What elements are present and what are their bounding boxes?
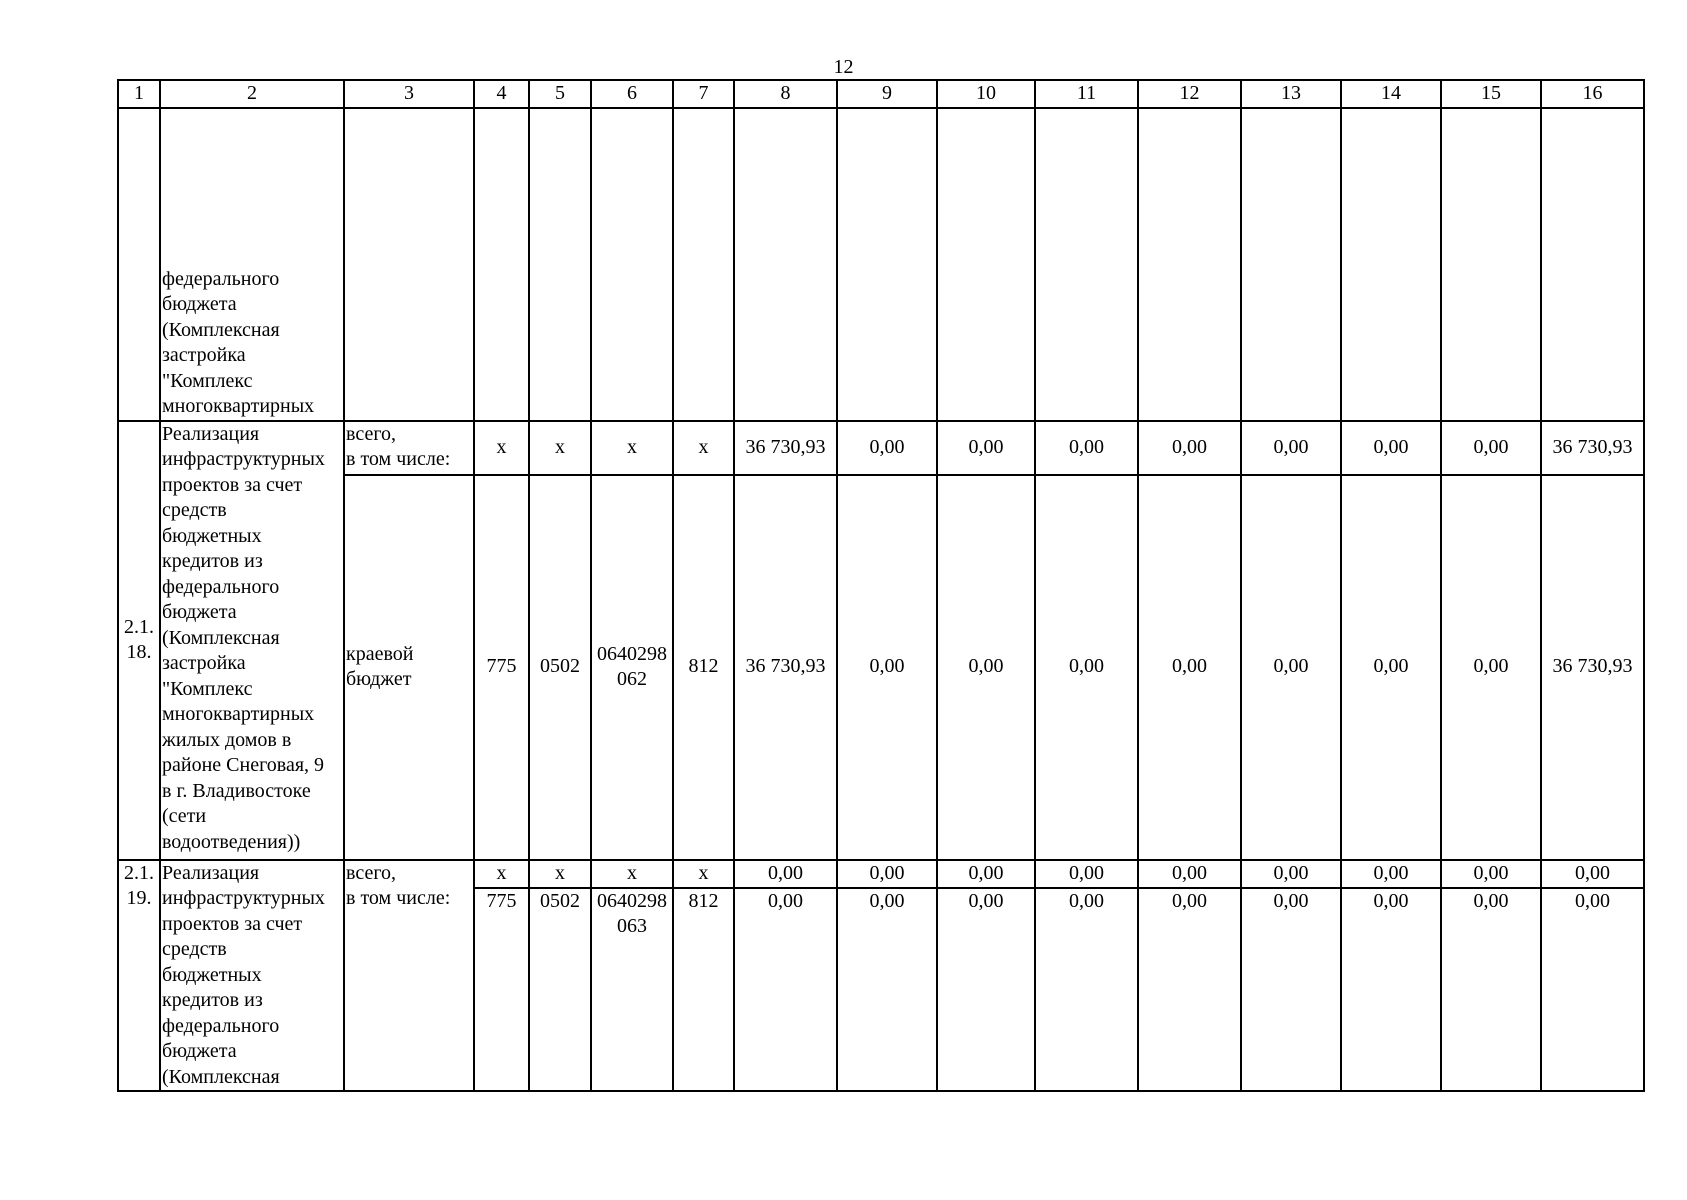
value-cell: 0,00 <box>1541 860 1644 888</box>
column-number: 12 <box>1138 80 1241 108</box>
cell-gr: 775 <box>474 888 529 1091</box>
funding-source-label: всего, в том числе: <box>344 421 474 475</box>
column-number: 1 <box>118 80 160 108</box>
cell-section: x <box>529 421 591 475</box>
value-cell: 0,00 <box>1441 888 1541 1091</box>
column-number: 6 <box>591 80 673 108</box>
value-cell: 0,00 <box>1138 860 1241 888</box>
row-number: 2.1. 19. <box>118 860 160 1092</box>
cell-gr: x <box>474 421 529 475</box>
column-number: 9 <box>837 80 937 108</box>
value-cell: 0,00 <box>1035 475 1138 860</box>
value-cell: 0,00 <box>937 421 1035 475</box>
value-cell: 0,00 <box>937 860 1035 888</box>
budget-table <box>117 79 1645 1092</box>
value-cell: 36 730,93 <box>734 421 837 475</box>
table-row <box>118 860 1644 888</box>
column-number: 15 <box>1441 80 1541 108</box>
value-cell: 0,00 <box>837 888 937 1091</box>
row-description: Реализация инфраструктурных проектов за счет средств бюджетных кредитов из федерального бюджета (Комплексная <box>160 860 344 1092</box>
value-cell: 0,00 <box>937 888 1035 1091</box>
cell-gr: x <box>474 860 529 888</box>
cell-gr: 775 <box>474 475 529 860</box>
value-cell: 0,00 <box>837 475 937 860</box>
value-cell: 0,00 <box>1241 860 1341 888</box>
value-cell: 0,00 <box>1341 421 1441 475</box>
column-number: 8 <box>734 80 837 108</box>
cell-target: x <box>591 860 673 888</box>
cell-target: 0640298 063 <box>591 888 673 1091</box>
value-cell: 0,00 <box>1035 860 1138 888</box>
column-number: 4 <box>474 80 529 108</box>
row-description: Реализация инфраструктурных проектов за счет средств бюджетных кредитов из федерального бюджета (Комплексная застройка "Комплекс многоквартирных жилых домов в районе Снеговая, 9 в г. Владивостоке (сети водоотведения)) <box>160 421 344 860</box>
cell-target: x <box>591 421 673 475</box>
cell-section: 0502 <box>529 888 591 1091</box>
row-number: 2.1. 18. <box>118 421 160 860</box>
column-number: 10 <box>937 80 1035 108</box>
column-number: 7 <box>673 80 734 108</box>
cell-target: 0640298 062 <box>591 475 673 860</box>
column-number: 13 <box>1241 80 1341 108</box>
cell-section: 0502 <box>529 475 591 860</box>
value-cell: 0,00 <box>734 888 837 1091</box>
continuation-row <box>118 108 1644 421</box>
page-number: 12 <box>833 56 854 78</box>
value-cell: 0,00 <box>1138 421 1241 475</box>
value-cell: 0,00 <box>1341 475 1441 860</box>
funding-source-label: всего, в том числе: <box>344 860 474 1092</box>
value-cell: 0,00 <box>1241 421 1341 475</box>
value-cell: 0,00 <box>1035 888 1138 1091</box>
cell-type: x <box>673 421 734 475</box>
column-number: 14 <box>1341 80 1441 108</box>
value-cell: 36 730,93 <box>1541 475 1644 860</box>
value-cell: 0,00 <box>937 475 1035 860</box>
value-cell: 0,00 <box>837 860 937 888</box>
value-cell: 0,00 <box>837 421 937 475</box>
cell-section: x <box>529 860 591 888</box>
table-row <box>118 475 1644 860</box>
continuation-description: федерального бюджета (Комплексная застройка "Комплекс многоквартирных <box>160 108 344 421</box>
cell-type: 812 <box>673 888 734 1091</box>
column-number: 2 <box>160 80 344 108</box>
column-number: 3 <box>344 80 474 108</box>
cell-type: 812 <box>673 475 734 860</box>
value-cell: 0,00 <box>1441 475 1541 860</box>
value-cell: 36 730,93 <box>734 475 837 860</box>
value-cell: 0,00 <box>1138 888 1241 1091</box>
value-cell: 0,00 <box>1441 860 1541 888</box>
column-number-row <box>118 80 1644 108</box>
value-cell: 0,00 <box>1441 421 1541 475</box>
value-cell: 0,00 <box>1241 475 1341 860</box>
value-cell: 0,00 <box>1241 888 1341 1091</box>
value-cell: 0,00 <box>1138 475 1241 860</box>
funding-source-label: краевой бюджет <box>344 475 474 860</box>
value-cell: 0,00 <box>734 860 837 888</box>
value-cell: 0,00 <box>1341 888 1441 1091</box>
column-number: 16 <box>1541 80 1644 108</box>
value-cell: 0,00 <box>1341 860 1441 888</box>
value-cell: 0,00 <box>1035 421 1138 475</box>
table-row <box>118 421 1644 475</box>
cell-type: x <box>673 860 734 888</box>
value-cell: 36 730,93 <box>1541 421 1644 475</box>
column-number: 5 <box>529 80 591 108</box>
column-number: 11 <box>1035 80 1138 108</box>
value-cell: 0,00 <box>1541 888 1644 1091</box>
